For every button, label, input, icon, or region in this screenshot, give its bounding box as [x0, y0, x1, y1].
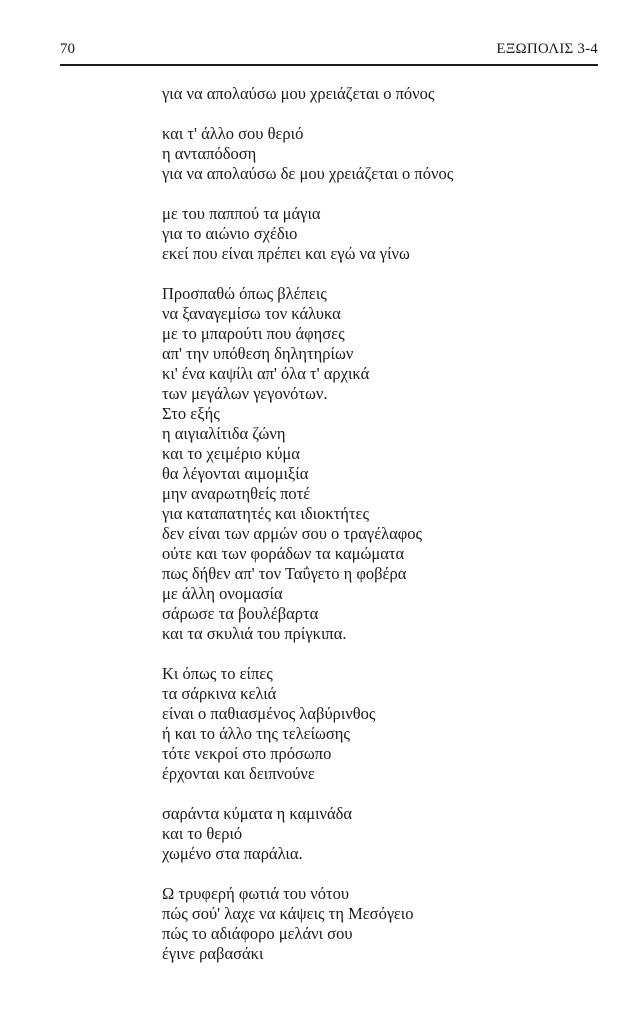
- poem-line: Προσπαθώ όπως βλέπεις: [162, 284, 327, 303]
- stanza-gap: [162, 784, 602, 804]
- stanza: [162, 804, 602, 864]
- poem-line: για καταπατητές και ιδιοκτήτες: [162, 504, 369, 523]
- poem-line: Κι όπως το είπες: [162, 664, 273, 683]
- poem-line: με του παππού τα μάγια: [162, 204, 321, 223]
- poem-line: είναι ο παθιασμένος λαβύρινθος: [162, 704, 376, 723]
- poem-line: Στο εξής: [162, 404, 220, 423]
- stanza: [162, 204, 602, 264]
- poem-line: ή και το άλλο της τελείωσης: [162, 724, 350, 743]
- poem-line: θα λέγονται αιμομιξία: [162, 464, 309, 483]
- stanza-gap: [162, 644, 602, 664]
- journal-title: ΕΞΩΠΟΛΙΣ 3-4: [496, 41, 598, 57]
- poem-line: τότε νεκροί στο πρόσωπο: [162, 744, 332, 763]
- poem-line: και το θεριό: [162, 824, 243, 843]
- stanza: [162, 124, 602, 184]
- poem-line: κι' ένα καψίλι απ' όλα τ' αρχικά: [162, 364, 370, 383]
- poem-line: έρχονται και δειπνούνε: [162, 764, 315, 783]
- poem-line: μην αναρωτηθείς ποτέ: [162, 484, 311, 503]
- poem-line: σάρωσε τα βουλέβαρτα: [162, 604, 319, 623]
- stanza: [162, 84, 602, 104]
- poem-line: τα σάρκινα κελιά: [162, 684, 277, 703]
- header-rule: [60, 64, 598, 66]
- poem-line: εκεί που είναι πρέπει και εγώ να γίνω: [162, 244, 410, 263]
- poem-line: και τα σκυλιά του πρίγκιπα.: [162, 624, 347, 643]
- page-header: [60, 38, 598, 60]
- page-number: 70: [60, 41, 75, 57]
- poem-line: με το μπαρούτι που άφησες: [162, 324, 345, 343]
- stanza: [162, 284, 602, 644]
- poem-line: των μεγάλων γεγονότων.: [162, 384, 328, 403]
- poem-line: έγινε ραβασάκι: [162, 944, 264, 963]
- poem-body: [162, 84, 602, 964]
- poem-line: για να απολαύσω μου χρειάζεται ο πόνος: [162, 84, 435, 103]
- poem-line: για το αιώνιο σχέδιο: [162, 224, 298, 243]
- poem-line: χωμένο στα παράλια.: [162, 844, 303, 863]
- poem-line: με άλλη ονομασία: [162, 584, 283, 603]
- poem-line: σαράντα κύματα η καμινάδα: [162, 804, 353, 823]
- poem-line: και τ' άλλο σου θεριό: [162, 124, 304, 143]
- poem-line: δεν είναι των αρμών σου ο τραγέλαφος: [162, 524, 423, 543]
- stanza-gap: [162, 184, 602, 204]
- poem-line: Ω τρυφερή φωτιά του νότου: [162, 884, 350, 903]
- poem-line: πώς το αδιάφορο μελάνι σου: [162, 924, 353, 943]
- poem-line: πως δήθεν απ' τον Ταΰγετο η φοβέρα: [162, 564, 407, 583]
- stanza-gap: [162, 864, 602, 884]
- poem-line: η αιγιαλίτιδα ζώνη: [162, 424, 286, 443]
- stanza: [162, 664, 602, 784]
- stanza-gap: [162, 104, 602, 124]
- poem-line: ούτε και των φοράδων τα καμώματα: [162, 544, 405, 563]
- stanza-gap: [162, 264, 602, 284]
- poem-line: πώς σού' λαχε να κάψεις τη Μεσόγειο: [162, 904, 414, 923]
- poem-line: να ξαναγεμίσω τον κάλυκα: [162, 304, 341, 323]
- poem-line: για να απολαύσω δε μου χρειάζεται ο πόνος: [162, 164, 454, 183]
- poem-line: και το χειμέριο κύμα: [162, 444, 300, 463]
- poem-line: η ανταπόδοση: [162, 144, 257, 163]
- poem-line: απ' την υπόθεση δηλητηρίων: [162, 344, 354, 363]
- stanza: [162, 884, 602, 964]
